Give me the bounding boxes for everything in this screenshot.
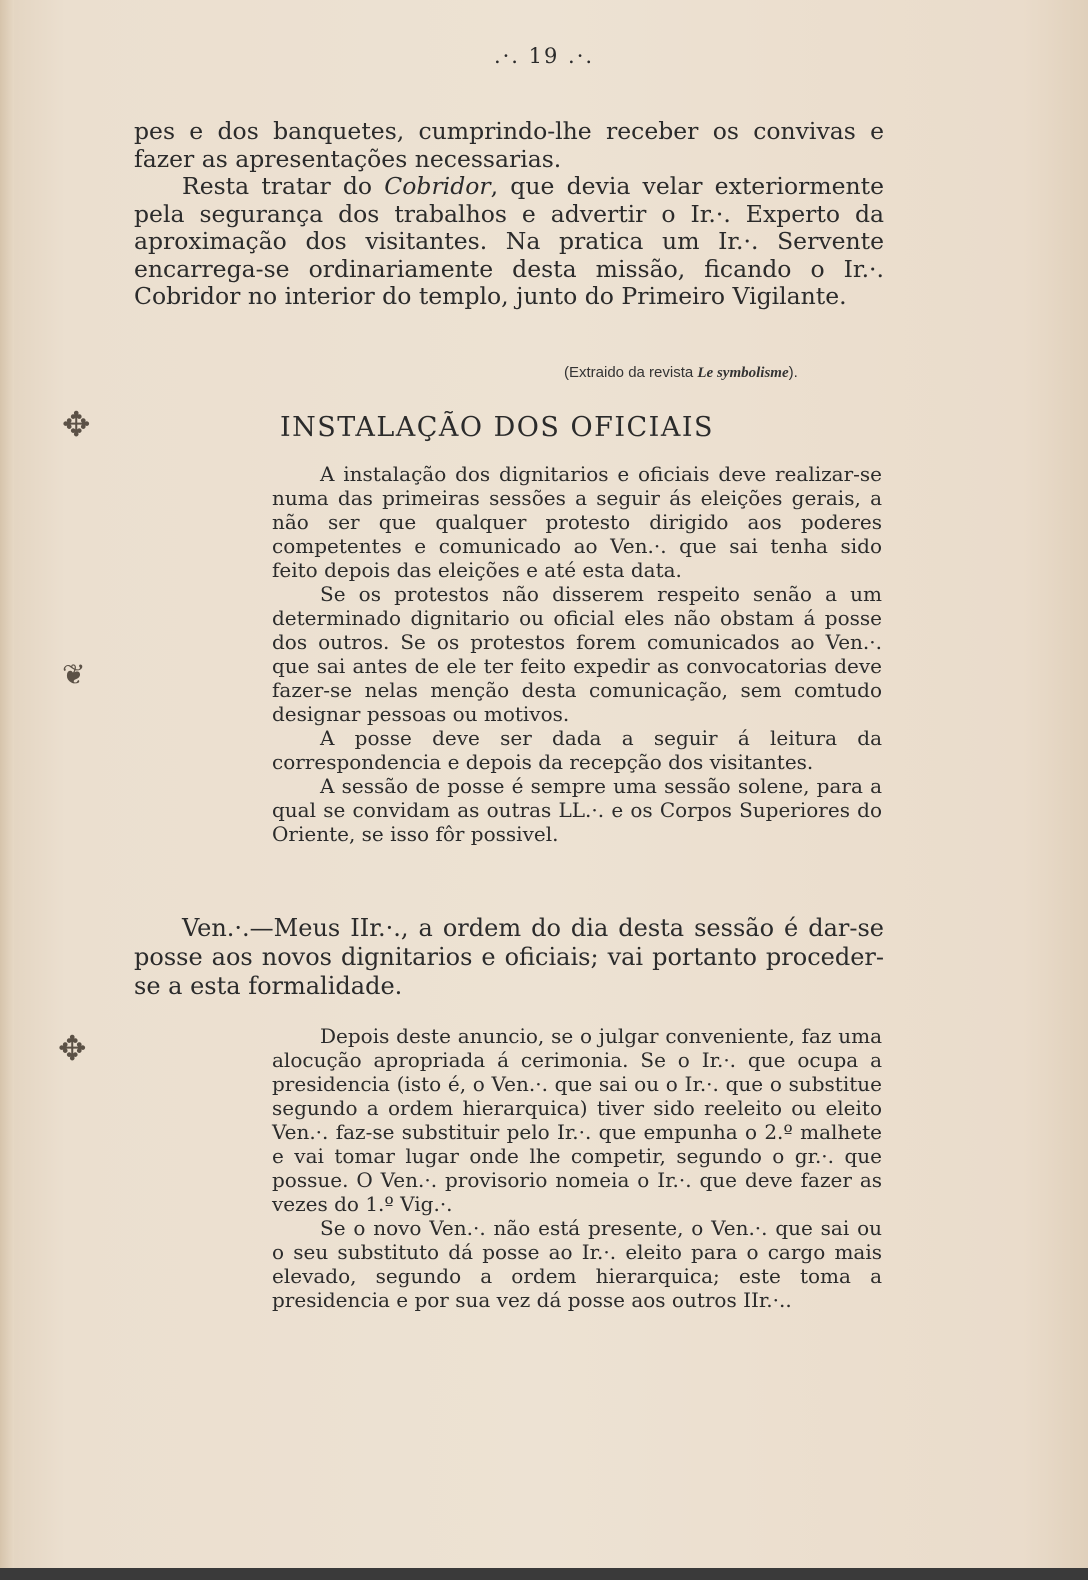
intro-text-block: [134, 118, 884, 311]
citation-title: Le symbolisme: [697, 365, 789, 381]
intro-line: pes e dos banquetes, cumprindo-lhe receber os convivas e fazer as apresentações necessarias.: [134, 117, 884, 173]
section-heading: INSTALAÇÃO DOS OFICIAIS: [280, 412, 715, 443]
instruction-paragraph: Se o novo Ven.·. não está presente, o Ven.·. que sai ou o seu substituto dá posse ao Ir.·. eleito para o cargo mais elevado, segundo a ordem hierarquica; este toma a presidencia e por sua vez dá posse aos outros IIr.·..: [272, 1216, 882, 1312]
instruction-text-block: [272, 1024, 882, 1312]
page-binding-shadow: [0, 0, 14, 1580]
cobridor-term: Cobridor: [384, 172, 491, 200]
speech-block: [134, 914, 884, 1001]
citation-prefix: (Extraido da revista: [564, 364, 698, 381]
instruction-paragraph: Depois deste anuncio, se o julgar conveniente, faz uma alocução apropriada á cerimonia. Se o Ir.·. que ocupa a presidencia (isto é, o Ven.·. que sai ou o Ir.·. que o substitue segundo a ordem hierarquica) tiver sido reeleito ou eleito Ven.·. faz-se substituir pelo Ir.·. que empunha o 2.º malhete e vai tomar lugar onde lhe competir, segundo o gr.·. que possue. O Ven.·. provisorio nomeia o Ir.·. que deve fazer as vezes do 1.º Vig.·.: [272, 1024, 882, 1216]
page-bottom-edge: [0, 1568, 1088, 1580]
citation-suffix: ).: [788, 364, 798, 381]
moth-hole-ornament-icon: ❦: [62, 658, 86, 691]
cobridor-text-start: Resta tratar do: [182, 172, 385, 200]
section-paragraph: A sessão de posse é sempre uma sessão solene, para a qual se convidam as outras LL.·. e os Corpos Superiores do Oriente, se isso fôr possivel.: [272, 774, 882, 846]
section-paragraph: Se os protestos não disserem respeito senão a um determinado dignitario ou oficial eles não obstam á posse dos outros. Se os protestos forem comunicados ao Ven.·. que sai antes de ele ter feito expedir as convocatorias deve fazer-se nelas menção desta comunicação, sem comtudo designar pessoas ou motivos.: [272, 582, 882, 726]
moth-hole-ornament-icon: ✥: [62, 405, 91, 445]
section-text-block: [272, 462, 882, 846]
moth-hole-ornament-icon: ✥: [58, 1029, 87, 1069]
section-paragraph: A instalação dos dignitarios e oficiais deve realizar-se numa das primeiras sessões a seguir ás eleições gerais, a não ser que qualquer protesto dirigido aos poderes competentes e comunicado ao Ven.·. que sai tenha sido feito depois das eleições e até esta data.: [272, 462, 882, 582]
source-citation: [564, 364, 864, 382]
venerable-speech: Ven.·.—Meus IIr.·., a ordem do dia desta sessão é dar-se posse aos novos dignitarios e oficiais; vai portanto proceder-se a esta formalidade.: [134, 914, 884, 1000]
cobridor-text-end: , que devia velar exteriormente pela segurança dos trabalhos e advertir o Ir.·. Experto da aproximação dos visitantes. Na pratica um Ir.·. Servente encarrega-se ordinariamente desta missão, ficando o Ir.·. Cobridor no interior do templo, junto do Primeiro Vigilante.: [134, 172, 885, 310]
page-number: .·. 19 .·.: [493, 44, 595, 68]
section-paragraph: A posse deve ser dada a seguir á leitura da correspondencia e depois da recepção dos visitantes.: [272, 726, 882, 774]
cobridor-paragraph: [134, 173, 884, 311]
